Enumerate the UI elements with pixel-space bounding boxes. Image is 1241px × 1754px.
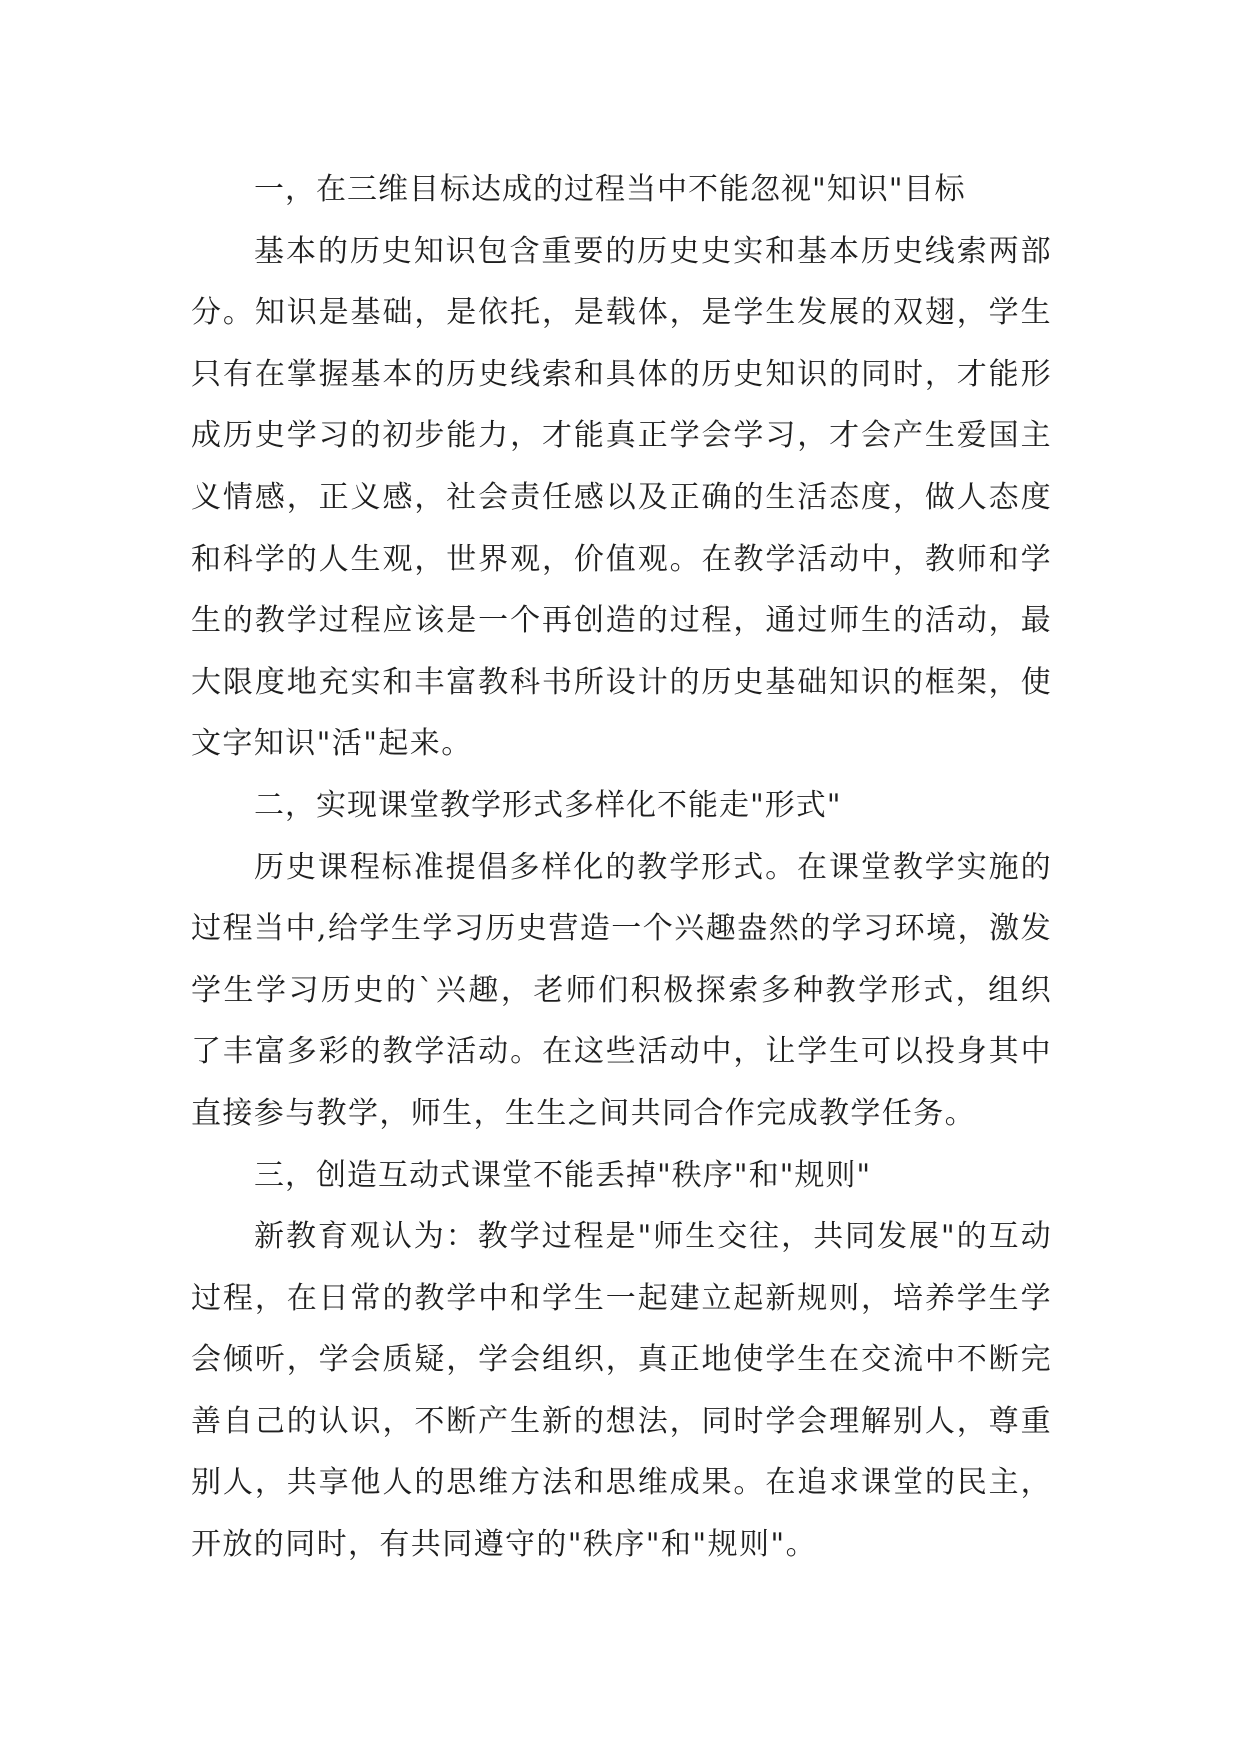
- paragraph-2: 历史课程标准提倡多样化的教学形式。在课堂教学实施的过程当中,给学生学习历史营造一个兴趣盎然的学习环境，激发学生学习历史的`兴趣，老师们积极探索多种教学形式，组织了丰富多彩的教学活动。在这些活动中，让学生可以投身其中直接参与教学，师生，生生之间共同合作完成教学任务。: [191, 849, 1052, 1131]
- section-heading-2: 二，实现课堂教学形式多样化不能走"形式": [254, 787, 842, 823]
- section-heading-1: 一，在三维目标达成的过程当中不能忽视"知识"目标: [254, 172, 966, 207]
- section-heading-3: 三，创造互动式课堂不能丢掉"秩序"和"规则": [254, 1157, 872, 1193]
- paragraph-3: 新教育观认为：教学过程是"师生交往，共同发展"的互动过程，在日常的教学中和学生一起建立起新规则，培养学生学会倾听，学会质疑，学会组织，真正地使学生在交流中不断完善自己的认识，不断产生新的想法，同时学会理解别人，尊重别人，共享他人的思维方法和思维成果。在追求课堂的民主，开放的同时，有共同遵守的"秩序"和"规则"。: [191, 1219, 1052, 1563]
- document-body: [191, 159, 1052, 1576]
- paragraph-1: 基本的历史知识包含重要的历史史实和基本历史线索两部分。知识是基础，是依托，是载体，是学生发展的双翅，学生只有在掌握基本的历史线索和具体的历史知识的同时，才能形成历史学习的初步能力，才能真正学会学习，才会产生爱国主义情感，正义感，社会责任感以及正确的生活态度，做人态度和科学的人生观，世界观，价值观。在教学活动中，教师和学生的教学过程应该是一个再创造的过程，通过师生的活动，最大限度地充实和丰富教科书所设计的历史基础知识的框架，使文字知识"活"起来。: [191, 233, 1052, 762]
